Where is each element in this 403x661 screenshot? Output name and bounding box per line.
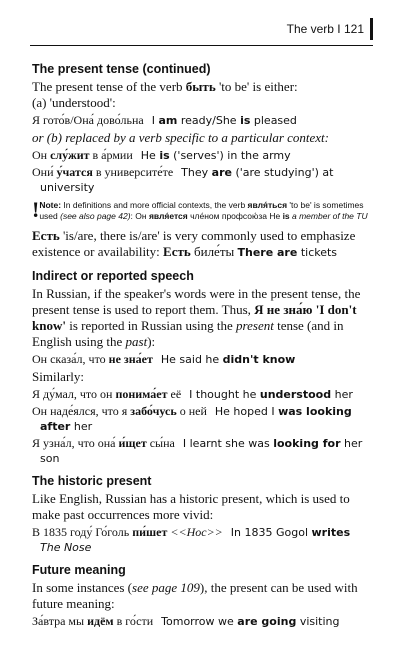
english-gloss: Tomorrow we are going visiting [161,615,340,628]
example-line [32,165,374,195]
russian-example: Я узна́л, что она́ и́щет сы́на [32,436,175,450]
note-text: Note: In definitions and more official contexts, the verb явля́ться 'to be' is sometimes used (see also page 42): Он явля́ется чле́ном профсою́за He is a member of the TU [39,200,368,221]
example-line [32,436,374,466]
bold-text: быть [185,79,216,94]
russian-example: За́втра мы идём в го́сти [32,614,154,628]
russian-example: В 1835 году́ Го́голь пи́шет <<Нос>> [32,525,223,539]
section-heading-future-meaning: Future meaning [32,563,126,577]
page-content [32,54,374,631]
english-gloss: He said he didn't know [160,353,296,366]
english-gloss: I am ready/She is pleased [151,114,297,127]
example-line [32,614,374,629]
exclamation-icon: ! [32,197,40,222]
section-heading-indirect-speech: Indirect or reported speech [32,269,194,283]
example-line [32,387,374,402]
english-gloss: I learnt she was looking for her son [40,437,363,465]
example-line [32,404,374,434]
english-gloss: I thought he understood her [189,388,353,401]
russian-example: Я ду́мал, что он понима́ет её [32,387,182,401]
list-item-b: or (b) replaced by a verb specific to a particular context: [32,130,329,145]
paragraph: In Russian, if the speaker's words were in the present tense, the present tense is used to report them. Thus, Я не зна́ю 'I don't know' is reported in Russian using the present tense (and in English using the past): [32,286,361,349]
text: The present tense of the verb [32,79,186,94]
text: 'to be' is either: [215,79,298,94]
russian-example: Он сказа́л, что не зна́ет [32,352,153,366]
english-gloss: He hoped I was looking after her [40,405,352,433]
header-rule [30,45,373,46]
section-heading-historic-present: The historic present [32,474,152,488]
paragraph: Like English, Russian has a historic present, which is used to make past occurrences more vivid: [32,491,350,522]
header-bar [370,18,373,40]
russian-example: Я гото́в/Она́ дово́льна [32,113,144,127]
example-line [32,525,374,555]
english-gloss: In 1835 Gogol writes The Nose [40,526,351,554]
russian-example: Они́ у́чатся в университе́те [32,165,174,179]
paragraph: In some instances (see page 109), the present can be used with future meaning: [32,580,358,611]
example-line [32,113,374,128]
paragraph: Есть 'is/are, there is/are' is very commonly used to emphasize existence or availability: Есть биле́ты There are tickets [32,228,356,259]
example-line [32,352,374,367]
running-head [287,18,373,40]
english-gloss: He is ('serves') in the army [140,149,291,162]
section-heading-present-tense: The present tense (continued) [32,62,211,76]
paragraph [32,79,374,95]
russian-example: Он слу́жит в а́рмии [32,148,133,162]
similarly-label: Similarly: [32,369,84,384]
list-item-a: (a) 'understood': [32,95,116,110]
note-box [32,197,374,222]
russian-example: Он наде́ялся, что я забо́чусь о ней [32,404,207,418]
example-line [32,148,374,163]
english-gloss: They are ('are studying') at university [40,166,334,194]
page-header-text: The verb I 121 [286,22,364,36]
